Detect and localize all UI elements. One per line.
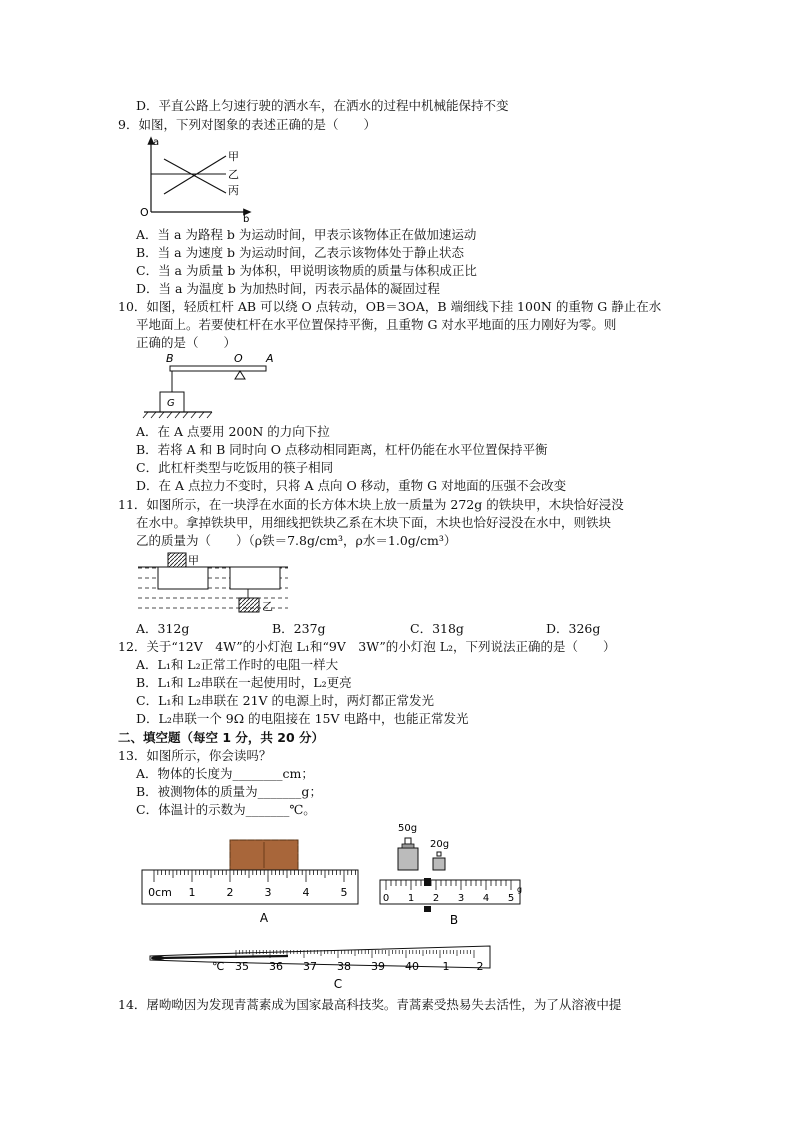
q13-fig-b-weight-50g: 50g	[398, 823, 418, 834]
q10-label-b: B	[166, 352, 174, 365]
thermo-tick-label: 2	[476, 960, 484, 973]
q11-stem-line1: 11．如图所示，在一块浮在水面的长方体木块上放一质量为 272g 的铁块甲，木块恰好浸没	[118, 497, 624, 512]
q10-option-b: B．若将 A 和 B 同时向 O 点移动相同距离，杠杆仍能在水平位置保持平衡	[136, 442, 548, 457]
q9-graph	[140, 136, 260, 226]
q11-float-figure	[138, 550, 298, 616]
q11-option-d: D．326g	[546, 621, 601, 636]
q9-option-d: D．当 a 为温度 b 为加热时间，丙表示晶体的凝固过程	[136, 281, 440, 296]
q11-stem-line3: 乙的质量为（ ）（ρ铁＝7.8g/cm³，ρ水＝1.0g/cm³）	[136, 533, 457, 548]
q10-stem-line2: 平地面上。若要使杠杆在水平位置保持平衡，且重物 G 对水平地面的压力刚好为零。则	[136, 317, 617, 332]
q9-graph-label-jia: 甲	[228, 150, 239, 163]
q13-fig-b-label: B	[449, 913, 459, 927]
q9-stem: 9．如图，下列对图象的表述正确的是（ ）	[118, 117, 376, 132]
q10-label-g: G	[167, 398, 175, 409]
scale-tick-label: 3	[457, 893, 465, 904]
q10-stem-line3: 正确的是（ ）	[136, 335, 237, 350]
scale-tick-label: 2	[432, 893, 440, 904]
q13-option-a: A．物体的长度为________cm；	[136, 766, 314, 781]
q13-stem: 13．如图所示，你会读吗？	[118, 748, 272, 763]
q11-label-jia: 甲	[188, 554, 199, 567]
q10-label-o: O	[234, 352, 243, 365]
q9-graph-label-yi: 乙	[228, 168, 239, 181]
thermo-unit: ℃	[212, 960, 225, 973]
scale-tick-label: 1	[407, 893, 415, 904]
scale-unit: g	[517, 885, 523, 894]
q11-stem-line2: 在水中。拿掉铁块甲，用细线把铁块乙系在木块下面，木块也恰好浸没在水中，则铁块	[136, 515, 612, 530]
q10-lever-figure	[140, 352, 280, 422]
q11-option-a: A．312g	[136, 621, 190, 636]
thermo-tick-label: 39	[371, 960, 385, 973]
q8-option-d: D．平直公路上匀速行驶的洒水车，在洒水的过程中机械能保持不变	[136, 98, 509, 113]
q13-thermometer-figure	[148, 944, 498, 994]
q10-option-a: A．在 A 点要用 200N 的力向下拉	[136, 424, 330, 439]
q13-fig-a-label: A	[259, 911, 269, 925]
q14-stem-line1: 14．屠呦呦因为发现青蒿素成为国家最高科技奖。青蒿素受热易失去活性，为了从溶液中提	[118, 997, 622, 1012]
q13-option-c: C．体温计的示数为_______℃。	[136, 802, 316, 817]
q9-graph-label-b: b	[243, 214, 250, 225]
q10-option-d: D．在 A 点拉力不变时，只将 A 点向 O 移动，重物 G 对地面的压强不会改变	[136, 478, 567, 493]
q12-option-b: B．L₁和 L₂串联在一起使用时，L₂更亮	[136, 675, 352, 690]
q13-ruler-figure	[140, 838, 370, 938]
ruler-tick-label: 1	[188, 886, 196, 899]
q11-option-b: B．237g	[272, 621, 326, 636]
scale-tick-label: 5	[507, 893, 515, 904]
q11-option-c: C．318g	[410, 621, 464, 636]
q12-option-a: A．L₁和 L₂正常工作时的电阻一样大	[136, 657, 339, 672]
q9-graph-label-bing: 丙	[228, 184, 239, 197]
q12-option-c: C．L₁和 L₂串联在 21V 的电源上时，两灯都正常发光	[136, 693, 435, 708]
thermo-tick-label: 35	[235, 960, 249, 973]
q12-option-d: D．L₂串联一个 9Ω 的电阻接在 15V 电路中，也能正常发光	[136, 711, 469, 726]
q13-option-b: B．被测物体的质量为_______g；	[136, 784, 322, 799]
q12-stem: 12．关于“12V 4W”的小灯泡 L₁和“9V 3W”的小灯泡 L₂，下列说法正确的是（ ）	[118, 639, 616, 654]
thermo-tick-label: 37	[303, 960, 317, 973]
scale-tick-label: 0	[382, 893, 390, 904]
ruler-tick-label: 4	[302, 886, 310, 899]
ruler-tick-label: 3	[264, 886, 272, 899]
scale-tick-label: 4	[482, 893, 490, 904]
thermo-tick-label: 40	[405, 960, 419, 973]
q13-fig-b-weight-20g: 20g	[430, 839, 450, 850]
q10-label-a: A	[266, 352, 274, 365]
ruler-tick-label: 2	[226, 886, 234, 899]
q9-option-a: A．当 a 为路程 b 为运动时间，甲表示该物体正在做加速运动	[136, 227, 477, 242]
thermo-tick-label: 38	[337, 960, 351, 973]
q9-graph-label-a: a	[153, 137, 160, 148]
q9-option-b: B．当 a 为速度 b 为运动时间，乙表示该物体处于静止状态	[136, 245, 465, 260]
q10-option-c: C．此杠杆类型与吃饭用的筷子相同	[136, 460, 334, 475]
thermo-tick-label: 36	[269, 960, 283, 973]
section-2-title: 二、填空题（每空 1 分，共 20 分）	[118, 730, 325, 745]
q11-label-yi: 乙	[262, 600, 273, 613]
ruler-tick-label: 0cm	[148, 886, 172, 899]
thermo-tick-label: 1	[442, 960, 450, 973]
q10-stem-line1: 10．如图，轻质杠杆 AB 可以绕 O 点转动，OB＝3OA，B 端细线下挂 100N 的重物 G 静止在水	[118, 299, 662, 314]
q9-option-c: C．当 a 为质量 b 为体积，甲说明该物质的质量与体积成正比	[136, 263, 477, 278]
q9-graph-label-o: O	[140, 206, 149, 219]
q13-fig-c-label: C	[333, 977, 343, 991]
q13-balance-figure	[378, 820, 528, 927]
ruler-tick-label: 5	[340, 886, 348, 899]
